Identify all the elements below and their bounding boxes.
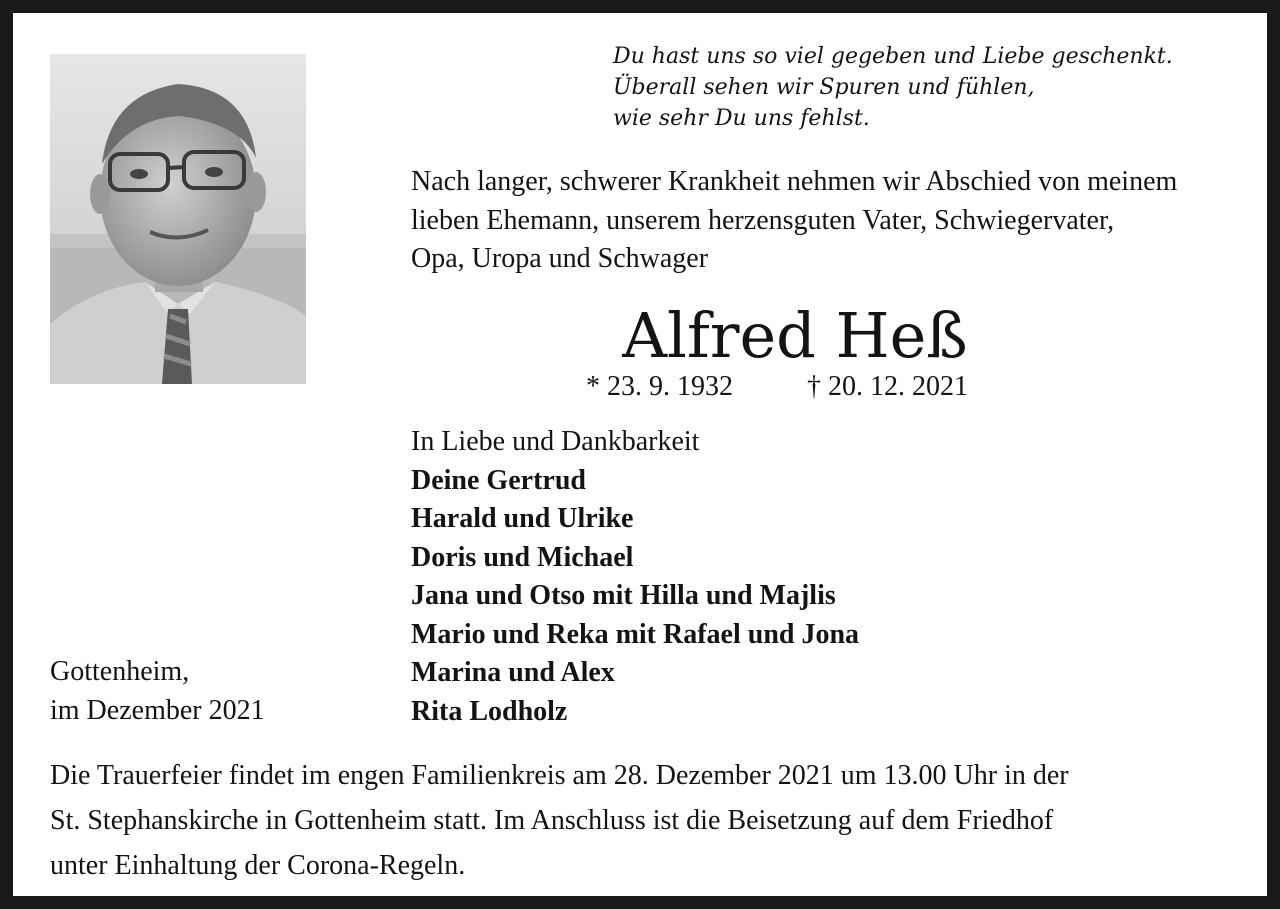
announcement-text — [411, 163, 1231, 279]
place-and-date — [50, 653, 265, 730]
family-member: Mario und Reka mit Rafael und Jona — [411, 618, 860, 650]
announcement-line: Nach langer, schwerer Krankheit nehmen wir Abschied von meinem — [411, 166, 1178, 197]
family-member: Deine Gertrud — [411, 464, 586, 496]
poem-verse — [613, 41, 1173, 134]
poem-line: wie sehr Du uns fehlst. — [613, 106, 870, 131]
deceased-name: Alfred Heß — [622, 299, 968, 372]
family-lead: In Liebe und Dankbarkeit — [411, 426, 700, 457]
family-signatures — [411, 423, 859, 731]
announcement-line: lieben Ehemann, unserem herzensguten Vater, Schwiegervater, — [411, 204, 1115, 236]
family-member: Marina und Alex — [411, 657, 615, 688]
death-date: † 20. 12. 2021 — [807, 371, 968, 402]
service-line: Die Trauerfeier findet im engen Familienkreis am 28. Dezember 2021 um 13.00 Uhr in der — [50, 760, 1069, 791]
place-date: im Dezember 2021 — [50, 694, 265, 726]
obituary-card — [13, 13, 1267, 896]
service-line: unter Einhaltung der Corona-Regeln. — [50, 850, 466, 881]
place-city: Gottenheim, — [50, 656, 190, 687]
birth-date: * 23. 9. 1932 — [586, 371, 733, 402]
service-line: St. Stephanskirche in Gottenheim statt. Im Anschluss ist die Beisetzung auf dem Friedhof — [50, 805, 1054, 836]
family-member: Jana und Otso mit Hilla und Majlis — [411, 580, 836, 611]
family-member: Harald und Ulrike — [411, 503, 634, 534]
poem-line: Überall sehen wir Spuren und fühlen, — [613, 75, 1035, 100]
funeral-service-notice — [50, 753, 1232, 888]
family-member: Rita Lodholz — [411, 695, 568, 727]
family-member: Doris und Michael — [411, 541, 634, 573]
poem-line: Du hast uns so viel gegeben und Liebe geschenkt. — [613, 44, 1173, 69]
announcement-line: Opa, Uropa und Schwager — [411, 243, 709, 274]
life-dates — [586, 370, 968, 404]
